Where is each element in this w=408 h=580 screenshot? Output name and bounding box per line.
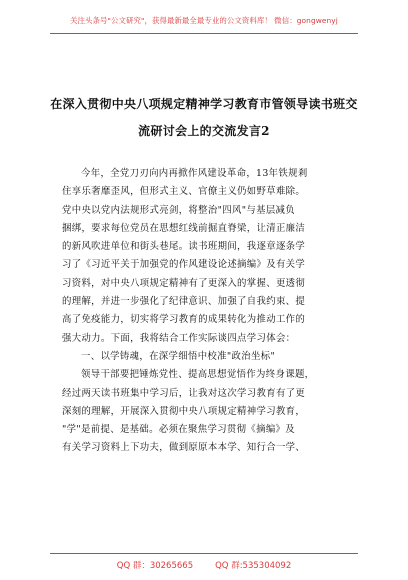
body-line: 的新风吹进单位和街头巷尾。读书班期间，我逐章逐条学 [62,241,306,253]
body-line: 高了免疫能力，切实将学习教育的成果转化为推动工作的 [62,314,306,326]
body-line: 的理解，并进一步强化了纪律意识、加强了自我约束、提 [62,296,306,308]
header-divider [50,33,358,34]
body-line: 今年，全党刀刃向内再掀作风建设革命，13年铁规剎 [81,168,308,179]
footer-qq-group-2: QQ 群:535304092 [215,561,292,571]
footer-divider [50,553,358,554]
body-line: 党中央以党内法规形式亮剑，将整治"四风"与基层减负 [62,204,296,216]
body-line: 深刻的理解，开展深入贯彻中央八项规定精神学习教育， [62,405,306,417]
section-heading: 一、以学铸魂，在深学细悟中校准"政治坐标" [81,350,276,362]
header-banner: 关注头条号"公文研究"，获得最新最全最专业的公文资料库！ 微信：gongwenyj [70,16,338,25]
document-title-line-2: 流研讨会上的交流发言2 [138,124,270,138]
footer-qq-group-1: QQ 群：30265665 [116,561,194,571]
body-line: 经过两天读书班集中学习后，让我对这次学习教育有了更 [62,387,306,399]
body-line: 习资料，对中央八项规定精神有了更深入的掌握、更透彻 [62,277,306,289]
body-line: 习了《习近平关于加强党的作风建设论述摘编》及有关学 [62,259,306,271]
document-title-line-1: 在深入贯彻中央八项规定精神学习教育市管领导读书班交 [50,97,358,111]
body-line: 有关学习资料上下功夫，做到原原本本学、知行合一学、 [62,442,306,454]
body-line: 住享乐奢靡歪风，但形式主义、官僚主义仍如野草难除。 [62,186,306,198]
document-body [62,165,348,458]
footer [0,559,408,571]
body-line: 强大动力。下面，我将结合工作实际谈四点学习体会： [62,332,296,344]
body-line: 捆绑，要求每位党员在思想红线前掘直脊梁，让清正廉洁 [62,222,306,234]
body-line: "学"是前提、是基础。必须在聚焦学习贯彻《摘编》及 [62,424,296,436]
body-line: 领导干部要把锤炼党性、提高思想觉悟作为终身课题， [81,369,315,381]
